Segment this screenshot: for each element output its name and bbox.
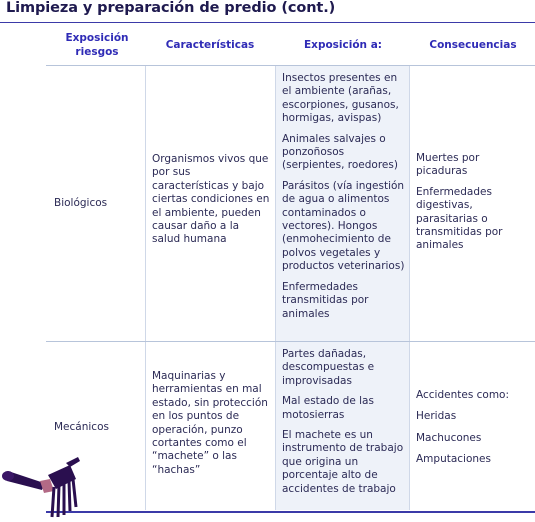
table-bottom-border — [46, 511, 535, 513]
exposure-item: Animales salvajes o ponzoñosos (serpientes, roedores) — [282, 132, 398, 172]
header-characteristics: Características — [165, 39, 255, 51]
consequence-item: Heridas — [416, 410, 457, 423]
characteristics-biological: Organismos vivos que por sus características y bajo ciertas condiciones en el ambiente, pueden causar daño a la salud humana — [152, 153, 270, 246]
exposure-item: El machete es un instrumento de trabajo que origina un porcentaje alto de accidentes de trabajo — [282, 429, 404, 495]
consequence-item: Enfermedades digestivas, parasitarias o transmitidas por animales — [416, 185, 503, 252]
exposure-item: Mal estado de las motosierras — [282, 395, 374, 421]
exposure-item: Partes dañadas, descompuestas e improvisadas — [282, 348, 375, 387]
page-title: Limpieza y preparación de predio (cont.) — [6, 0, 336, 16]
characteristics-mechanical: Maquinarias y herramientas en mal estado, sin protección en los puntos de operación, punzo cortantes como el “machete” o las “hachas” — [152, 370, 268, 476]
consequences-biological — [416, 152, 532, 260]
title-divider — [0, 22, 535, 23]
rake-tool-icon — [0, 455, 90, 522]
exposure-list-biological — [282, 72, 406, 328]
exposure-list-mechanical — [282, 348, 406, 503]
risk-mechanical: Mecánicos — [54, 421, 109, 433]
row-divider — [46, 341, 535, 342]
column-divider — [145, 66, 146, 510]
consequence-item: Amputaciones — [416, 453, 491, 466]
column-divider — [409, 66, 410, 510]
risk-biological: Biológicos — [54, 197, 108, 209]
exposure-item: Parásitos (vía ingestión de agua o alimentos contaminados o vectores). Hongos (enmohecimiento de polvos vegetales y productos veterinarios) — [282, 179, 405, 273]
exposure-item: Enfermedades transmitidas por animales — [282, 280, 369, 320]
consequence-item: Machucones — [416, 431, 482, 444]
exposure-item: Insectos presentes en el ambiente (arañas, escorpiones, gusanos, hormigas, avispas) — [282, 72, 399, 125]
consequence-item: Accidentes como: — [416, 389, 510, 401]
header-exposure-to: Exposición a: — [304, 39, 382, 51]
consequence-item: Muertes por picaduras — [416, 152, 480, 178]
column-divider — [275, 66, 276, 510]
header-exposure-risks: Exposición riesgos — [65, 32, 129, 58]
header-consequences: Consecuencias — [429, 39, 517, 51]
consequences-mechanical — [416, 389, 532, 475]
